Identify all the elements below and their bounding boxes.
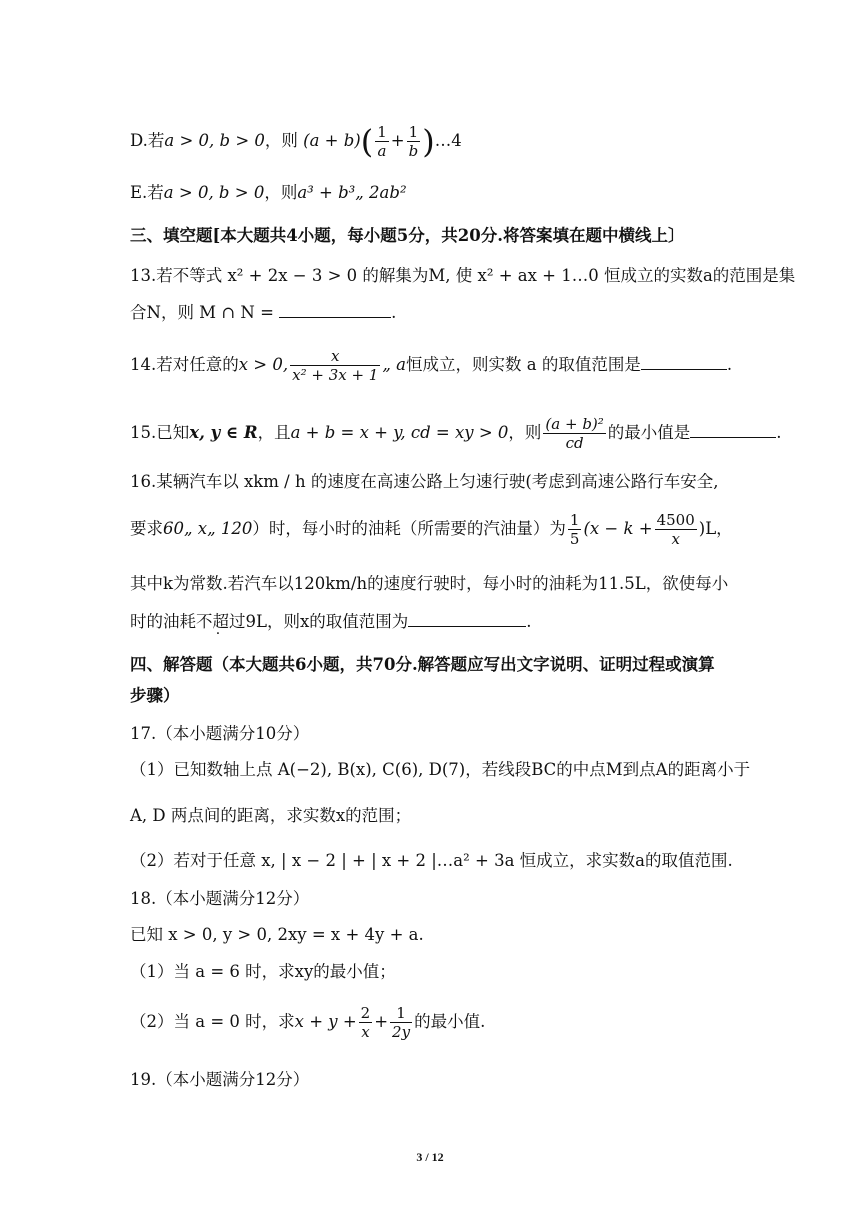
fraction: $\frac{1}{5}$	[569, 511, 580, 548]
question-16-line-2: 要求60„ x„ 120）时，每小时的油耗（所需要的汽油量）为 $\frac{1}{5}$ (x − k + $\frac{4500}{x}$ )L，	[130, 511, 733, 548]
emphasis-dotted: 不超过	[196, 612, 246, 631]
section-4-title-line-1: 四、解答题（本大题共6小题，共70分.解答题应写出文字说明、证明过程或演算	[130, 655, 715, 674]
page-number: 3 / 12	[416, 1150, 444, 1164]
option-d-then: ，则	[264, 131, 298, 150]
fraction: $\frac{x}{\text{x² + 3x + 1}}$	[292, 347, 379, 384]
option-d-prefix: D.若	[130, 131, 165, 150]
question-17-head: 17.（本小题满分10分）	[130, 724, 310, 743]
option-d-relation: …4	[434, 131, 462, 150]
question-15: 15.已知x, y ∈ R，且a + b = x + y, cd = xy > 0，则 $\frac{\text{(a + b)²}}{cd}$ 的最小值是 .	[130, 415, 782, 452]
question-18-head: 18.（本小题满分12分）	[130, 889, 310, 908]
question-19-head: 19.（本小题满分12分）	[130, 1070, 310, 1089]
answer-blank[interactable]	[641, 355, 727, 370]
question-13-line-2: 合N，则 M ∩ N = .	[130, 303, 397, 322]
question-17-part-1-line-1: （1）已知数轴上点 A(−2), B(x), C(6), D(7)，若线段BC的中点M到点A的距离小于	[130, 760, 751, 779]
question-16-line-4: 时的油耗不超过9L，则x的取值范围为 .	[130, 612, 532, 631]
fraction: $\frac{1}{2y}$	[392, 1004, 411, 1041]
answer-blank[interactable]	[690, 423, 776, 438]
section-4-title-line-2: 步骤）	[130, 686, 180, 705]
option-e: E.若a > 0, b > 0，则a³ + b³„ 2ab²	[130, 183, 407, 202]
option-e-expr: a³ + b³„ 2ab²	[297, 183, 407, 202]
option-e-condition: a > 0, b > 0	[163, 183, 265, 202]
question-14: 14.若对任意的x > 0, $\frac{x}{\text{x² + 3x + 1}}$ „ a恒成立，则实数 a 的取值范围是 .	[130, 347, 733, 384]
fraction: $\frac{4500}{x}$	[656, 511, 695, 548]
fraction: $\frac{1}{a}$	[377, 123, 387, 160]
question-17-part-1-line-2: A, D 两点间的距离，求实数x的范围；	[130, 806, 412, 825]
answer-blank[interactable]	[408, 612, 526, 627]
fraction: $\frac{1}{b}$	[408, 123, 419, 160]
option-d-condition: a > 0, b > 0	[164, 131, 265, 150]
section-3-title: 三、填空题[本大题共4小题，每小题5分，共20分.将答案填在题中横线上〕	[130, 226, 685, 245]
option-d-expr: (a + b)	[303, 131, 361, 150]
question-18-part-2: （2）当 a = 0 时，求x + y + $\frac{2}{x}$ + $\frac{1}{2y}$ 的最小值.	[130, 1004, 486, 1041]
question-18-part-1: （1）当 a = 6 时，求xy的最小值；	[130, 962, 396, 981]
question-16-line-1: 16.某辆汽车以 xkm / h 的速度在高速公路上匀速行驶(考虑到高速公路行车安全,	[130, 472, 719, 491]
fraction: $\frac{\text{(a + b)²}}{cd}$	[545, 415, 604, 452]
fraction: $\frac{2}{x}$	[360, 1004, 371, 1041]
question-13-line-1: 13.若不等式 x² + 2x − 3 > 0 的解集为M, 使 x² + ax + 1…0 恒成立的实数a的范围是集	[130, 266, 796, 285]
question-16-line-3: 其中k为常数.若汽车以120km/h的速度行驶时，每小时的油耗为11.5L，欲使每小	[130, 574, 729, 593]
answer-blank[interactable]	[279, 303, 391, 318]
question-17-part-2: （2）若对于任意 x, | x − 2 | + | x + 2 |…a² + 3a 恒成立，求实数a的取值范围.	[130, 851, 733, 870]
question-18-given: 已知 x > 0, y > 0, 2xy = x + 4y + a.	[130, 925, 424, 944]
option-d: D.若a > 0, b > 0，则 (a + b)( $\frac{1}{a}$ + $\frac{1}{b}$ )…4	[130, 122, 462, 161]
